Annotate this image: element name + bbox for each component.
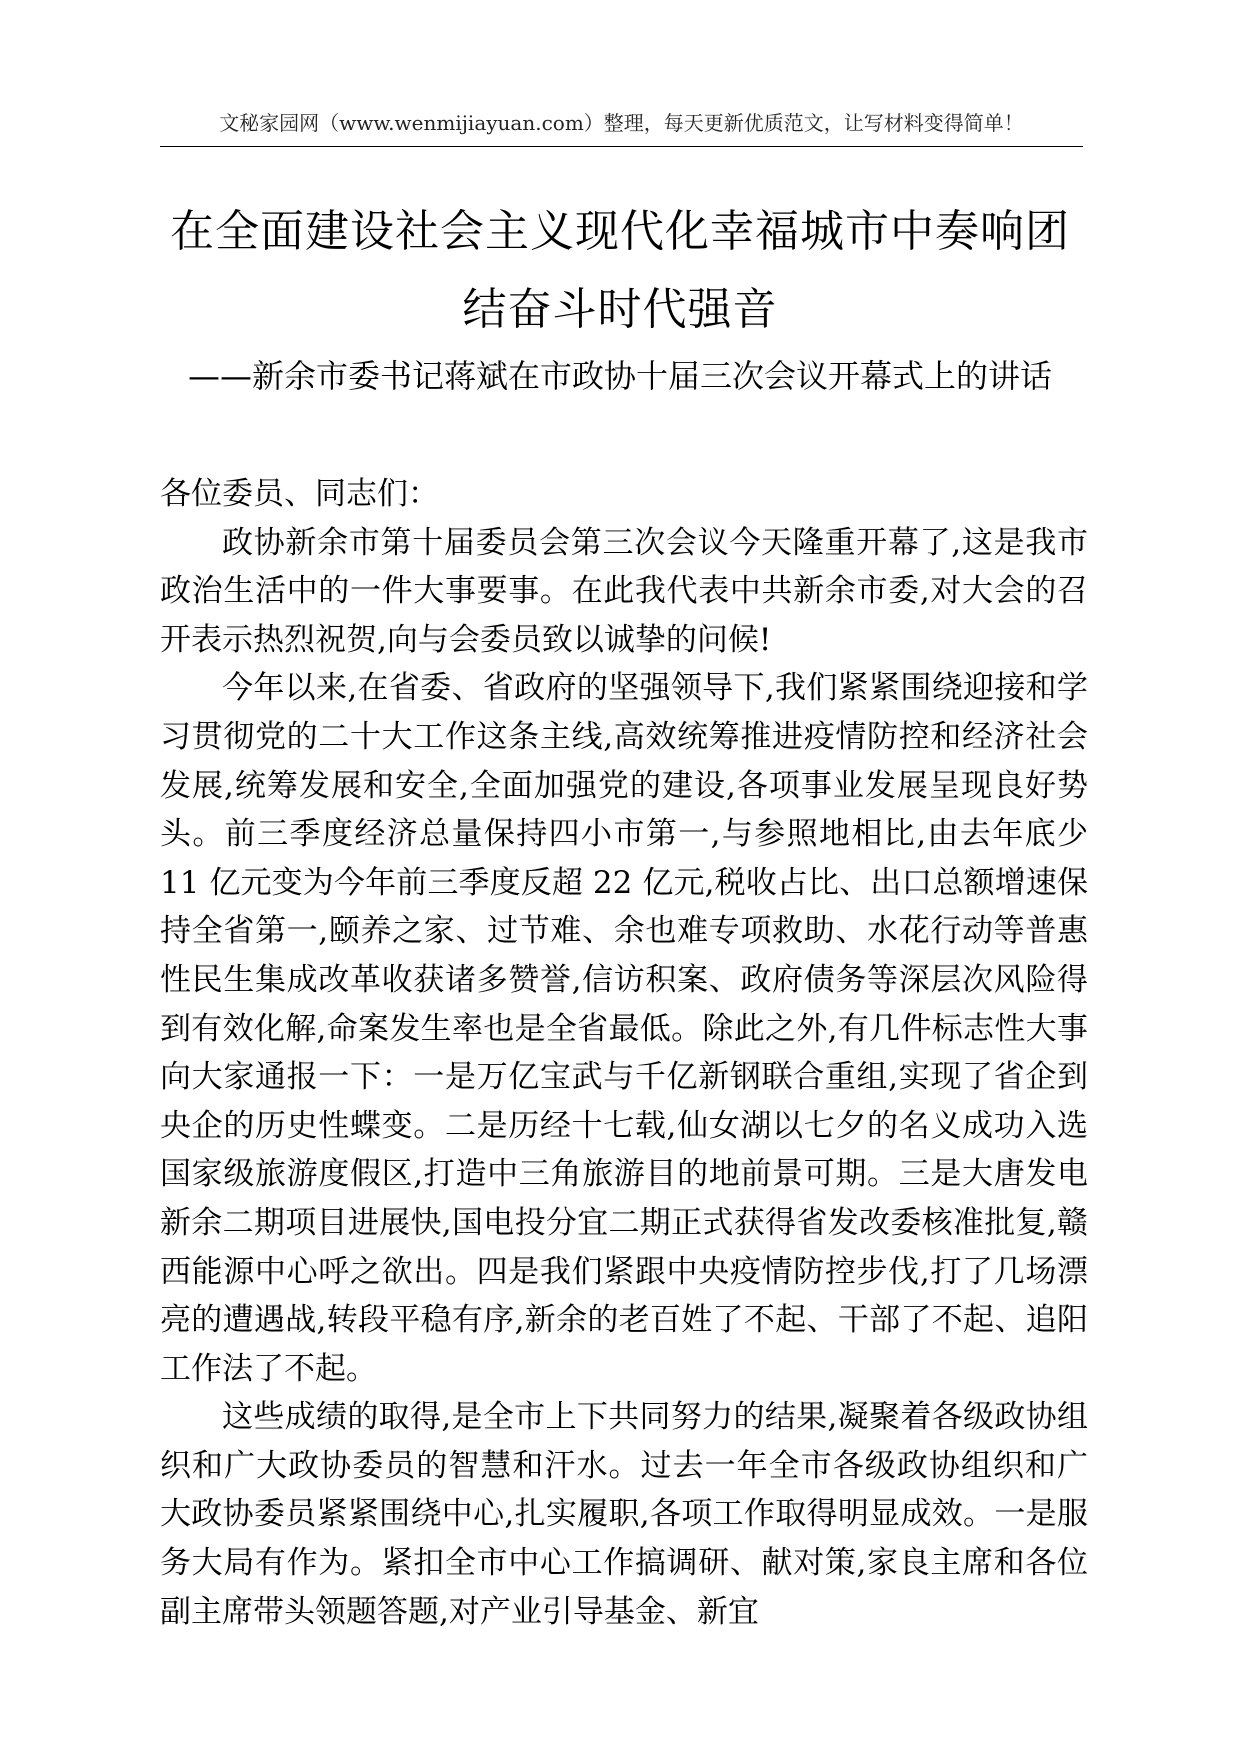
- header-text: 文秘家园网（www.wenmijiayuan.com）整理，每天更新优质范文，让写材料变得简单！: [219, 111, 1024, 135]
- document-subtitle: ——新余市委书记蒋斌在市政协十届三次会议开幕式上的讲话: [187, 357, 1052, 395]
- document-title-line-1: 在全面建设社会主义现代化幸福城市中奏响团: [170, 206, 1070, 257]
- page-header: [160, 108, 1083, 147]
- paragraph-2: 今年以来,在省委、省政府的坚强领导下,我们紧紧围绕迎接和学习贯彻党的二十大工作这条主线,高效统筹推进疫情防控和经济社会发展,统筹发展和安全,全面加强党的建设,各项事业发展呈现良好势头。前三季度经济总量保持四小市第一,与参照地相比,由去年底少 11 亿元变为今年前三季度反超 22 亿元,税收占比、出口总额增速保持全省第一,颐养之家、过节难、余也难专项救助、水花行动等普惠性民生集成改革收获诸多赞誉,信访积案、政府债务等深层次风险得到有效化解,命案发生率也是全省最低。除此之外,有几件标志性大事向大家通报一下：一是万亿宝武与千亿新钢联合重组,实现了省企到央企的历史性蝶变。二是历经十七载,仙女湖以七夕的名义成功入选国家级旅游度假区,打造中三角旅游目的地前景可期。三是大唐发电新余二期项目进展快,国电投分宜二期正式获得省发改委核准批复,赣西能源中心呼之欲出。四是我们紧跟中央疫情防控步伐,打了几场漂亮的遭遇战,转段平稳有序,新余的老百姓了不起、干部了不起、追阳工作法了不起。: [160, 670, 1088, 1387]
- salutation: 各位委员、同志们：: [160, 476, 439, 512]
- document-title-line-2: 结奋斗时代强音: [462, 284, 778, 335]
- paragraph-1: 政协新余市第十届委员会第三次会议今天隆重开幕了,这是我市政治生活中的一件大事要事。在此我代表中共新余市委,对大会的召开表示热烈祝贺,向与会委员致以诚挚的问候!: [160, 524, 1088, 658]
- title-block: [150, 205, 1090, 399]
- document-body: [160, 470, 1088, 1636]
- paragraph-3: 这些成绩的取得,是全市上下共同努力的结果,凝聚着各级政协组织和广大政协委员的智慧和汗水。过去一年全市各级政协组织和广大政协委员紧紧围绕中心,扎实履职,各项工作取得明显成效。一是服务大局有作为。紧扣全市中心工作搞调研、献对策,家良主席和各位副主席带头领题答题,对产业引导基金、新宜: [160, 1399, 1088, 1630]
